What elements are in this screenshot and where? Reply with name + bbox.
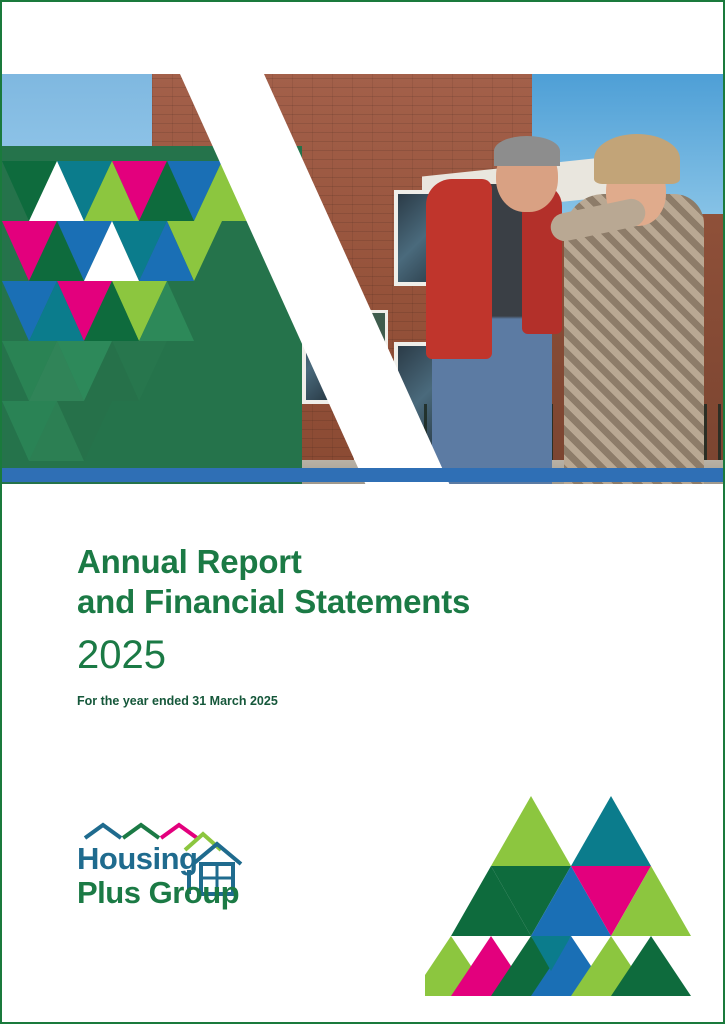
window-side — [302, 312, 348, 404]
logo-line-2: Plus Group — [77, 875, 240, 910]
logo-line-1: Housing — [77, 841, 198, 876]
title-line-2: and Financial Statements — [77, 583, 471, 620]
person-woman-body — [564, 194, 704, 484]
blue-divider — [2, 468, 725, 482]
cover-photo — [2, 74, 725, 484]
mosaic-bottom — [425, 796, 695, 996]
report-period: For the year ended 31 March 2025 — [77, 694, 278, 708]
title-block — [77, 542, 637, 708]
logo-text — [77, 842, 239, 910]
person-man-hair — [494, 136, 560, 166]
logo — [77, 820, 327, 920]
mosaic-left — [2, 146, 302, 484]
page-title — [77, 542, 637, 622]
report-year: 2025 — [77, 633, 166, 677]
person-woman-hair-front — [594, 134, 680, 184]
person-man-coat-left — [426, 179, 492, 359]
title-line-1: Annual Report — [77, 543, 302, 580]
